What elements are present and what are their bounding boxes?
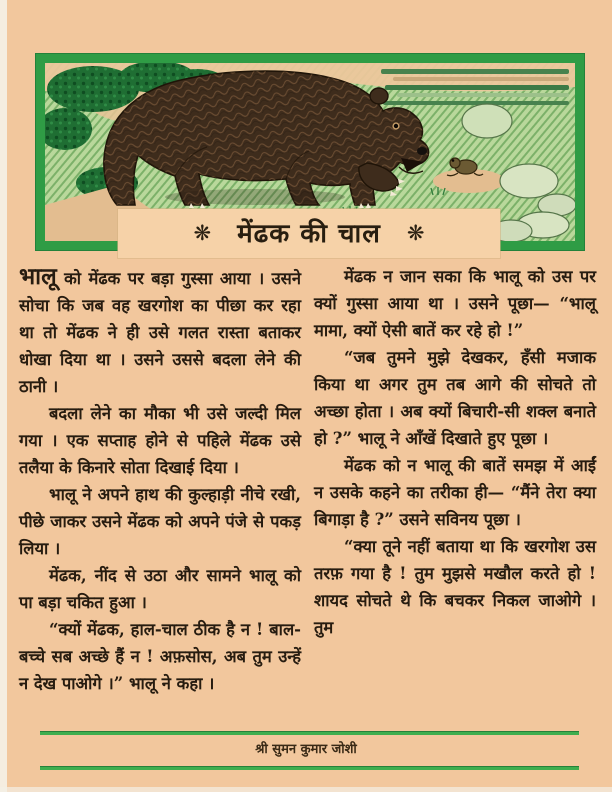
- scan-edge-left: [0, 0, 7, 792]
- paragraph: “क्या तूने नहीं बताया था कि खरगोश उस तरफ़ गया है ! तुम मुझसे मखौल करते हो ! शायद सोचते थे कि बचकर निकल जाओगे । तुम: [314, 537, 596, 637]
- paragraph: “जब तुमने मुझे देखकर, हँसी मजाक किया था अगर तुम तब आगे की सोचते तो अच्छा होता । अब क्यों बिचारी-सी शक्ल बनाते हो ?” भालू ने आँखें दिखाते हुए पूछा ।: [314, 348, 596, 448]
- paragraph-text: को मेंढक पर बड़ा गुस्सा आया । उसने सोचा कि जब वह खरगोश का पीछा कर रहा था तो मेंढक ने ही उसे गलत रास्ता बताकर धोखा दिया था । उसने उससे बदला लेने की ठानी ।: [19, 269, 301, 396]
- flower-asterisk-icon-left: ❋: [193, 221, 212, 245]
- bear-nose: [417, 147, 427, 155]
- bear-shadow: [165, 189, 345, 205]
- scan-edge-bottom: [0, 787, 612, 792]
- story-title: मेंढक की चाल: [237, 218, 381, 249]
- left-column: [19, 263, 301, 697]
- bear-ear: [370, 88, 388, 104]
- bear-eye: [394, 124, 398, 128]
- title-box: [118, 209, 500, 258]
- author-name: श्री सुमन कुमार जोशी: [255, 742, 357, 757]
- flower-asterisk-icon-right: ❋: [406, 221, 425, 245]
- lead-word: भालू: [19, 263, 57, 290]
- paragraph: मेंढक को न भालू की बातें समझ में आईं न उसके कहने का तरीका ही— “मैंने तेरा क्या बिगाड़ा है ?” उसने सविनय पूछा ।: [314, 456, 596, 529]
- paragraph: [19, 263, 301, 400]
- paragraph: “क्यों मेंढक, हाल-चाल ठीक है न ! बाल-बच्चे सब अच्छे हैं न ! अफ़सोस, अब तुम उन्हें न देख पाओगे ।” भालू ने कहा ।: [19, 620, 301, 693]
- divider-line-bottom: [40, 766, 579, 770]
- paragraph: भालू ने अपने हाथ की कुल्हाड़ी नीचे रखी, पीछे जाकर उसने मेंढक को अपने पंजे से पकड़ लिया ।: [19, 485, 301, 558]
- paragraph: मेंढक न जान सका कि भालू को उस पर क्यों गुस्सा आया था । उसने पूछा— “भालू मामा, क्यों ऐसी बातें कर रहे हो !”: [314, 267, 596, 340]
- paragraph: बदला लेने का मौका भी उसे जल्दी मिल गया । एक सप्ताह होने से पहिले मेंढक उसे तलैया के किनारे सोता दिखाई दिया ।: [19, 404, 301, 477]
- paragraph: मेंढक, नींद से उठा और सामने भालू को पा बड़ा चकित हुआ ।: [19, 566, 301, 612]
- right-column: [314, 263, 596, 697]
- divider-line-top: [40, 731, 579, 735]
- story-text: [19, 263, 596, 697]
